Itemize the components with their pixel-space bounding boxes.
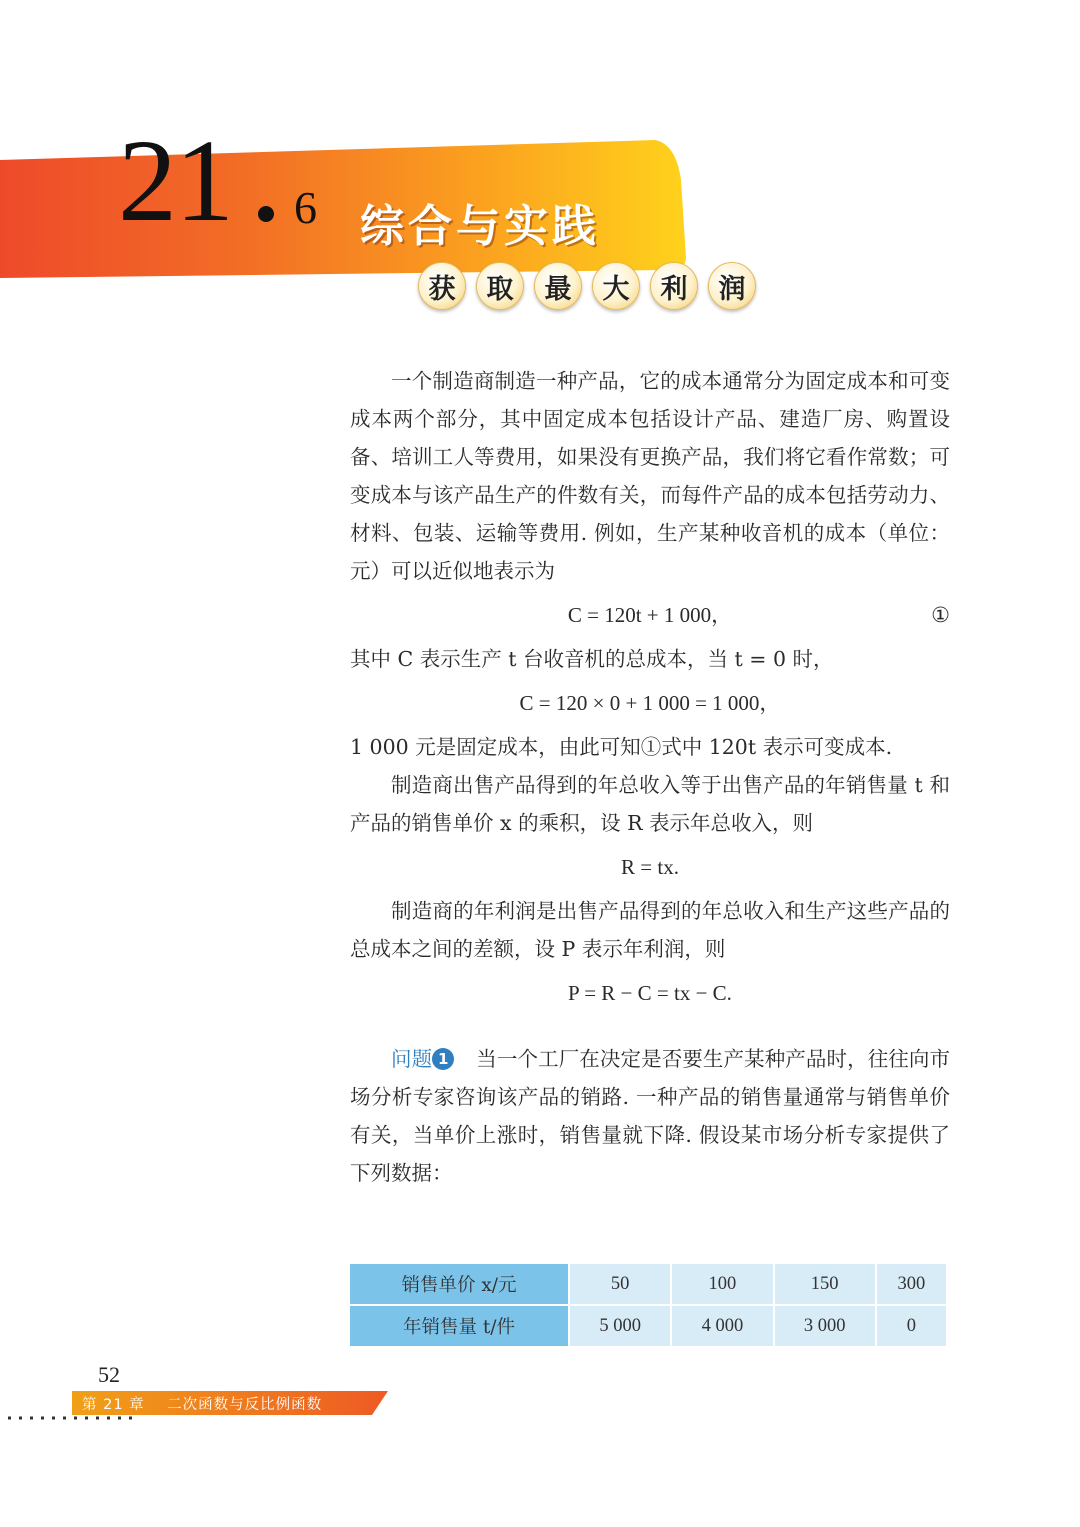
formula-cost-text: C = 120t + 1 000， [567,603,733,627]
chapter-number: 21 [118,115,232,246]
price-sales-table [350,1264,948,1348]
subtitle-char: 利 [650,262,698,310]
paragraph-intro: 一个制造商制造一种产品，它的成本通常分为固定成本和可变成本两个部分，其中固定成本包括设计产品、建造厂房、购置设备、培训工人等费用，如果没有更换产品，我们将它看作常数；可变成本与该产品生产的件数有关，而每件产品的成本包括劳动力、材料、包装、运输等费用. 例如，生产某种收音机的成本（单位：元）可以近似地表示为 [350,369,950,583]
subtitle-char: 取 [476,262,524,310]
subtitle [418,262,756,310]
table-row [350,1264,947,1305]
formula-cost [350,590,950,640]
subtitle-char: 润 [708,262,756,310]
main-content [350,362,950,1192]
table-cell: 0 [876,1305,947,1347]
formula-marker: ① [931,603,950,627]
section-dot [258,206,274,222]
subtitle-char: 获 [418,262,466,310]
table-cell: 150 [774,1264,876,1305]
row-header-price: 销售单价 x/元 [350,1264,569,1305]
paragraph-fixed-cost: 1 000 元是固定成本，由此可知①式中 120t 表示可变成本. [350,735,893,759]
chapter-label: 第 21 章 二次函数与反比例函数 [82,1397,323,1413]
table-cell: 4 000 [671,1305,773,1347]
table-cell: 50 [569,1264,671,1305]
formula-profit: P = R − C = tx − C. [568,981,732,1005]
paragraph-profit: 制造商的年利润是出售产品得到的年总收入和生产这些产品的总成本之间的差额，设 P 表示年利润，则 [350,899,950,961]
formula-fixed-cost: C = 120 × 0 + 1 000 = 1 000， [519,691,781,715]
table-cell: 300 [876,1264,947,1305]
paragraph-revenue: 制造商出售产品得到的年总收入等于出售产品的年销售量 t 和产品的销售单价 x 的乘积，设 R 表示年总收入，则 [350,773,950,835]
table-row [350,1305,947,1347]
table-cell: 5 000 [569,1305,671,1347]
table-cell: 100 [671,1264,773,1305]
question-text: 当一个工厂在决定是否要生产某种产品时，往往向市场分析专家咨询该产品的销路. 一种产品的销售量通常与销售单价有关，当单价上涨时，销售量就下降. 假设某市场分析专家提供了下列数据： [350,1047,951,1185]
paragraph-cost-explain: 其中 C 表示生产 t 台收音机的总成本，当 t = 0 时， [350,647,834,671]
question-number-badge: 1 [432,1048,454,1070]
row-header-sales: 年销售量 t/件 [350,1305,569,1347]
dotted-line [8,1415,132,1421]
page-number: 52 [98,1362,120,1387]
table-cell: 3 000 [774,1305,876,1347]
formula-revenue: R = tx. [621,855,679,879]
question-paragraph [350,1040,950,1192]
section-title: 综合与实践 [360,201,600,252]
question-label: 问题 [391,1047,433,1071]
subtitle-char: 最 [534,262,582,310]
subtitle-char: 大 [592,262,640,310]
section-number: 6 [294,182,317,233]
